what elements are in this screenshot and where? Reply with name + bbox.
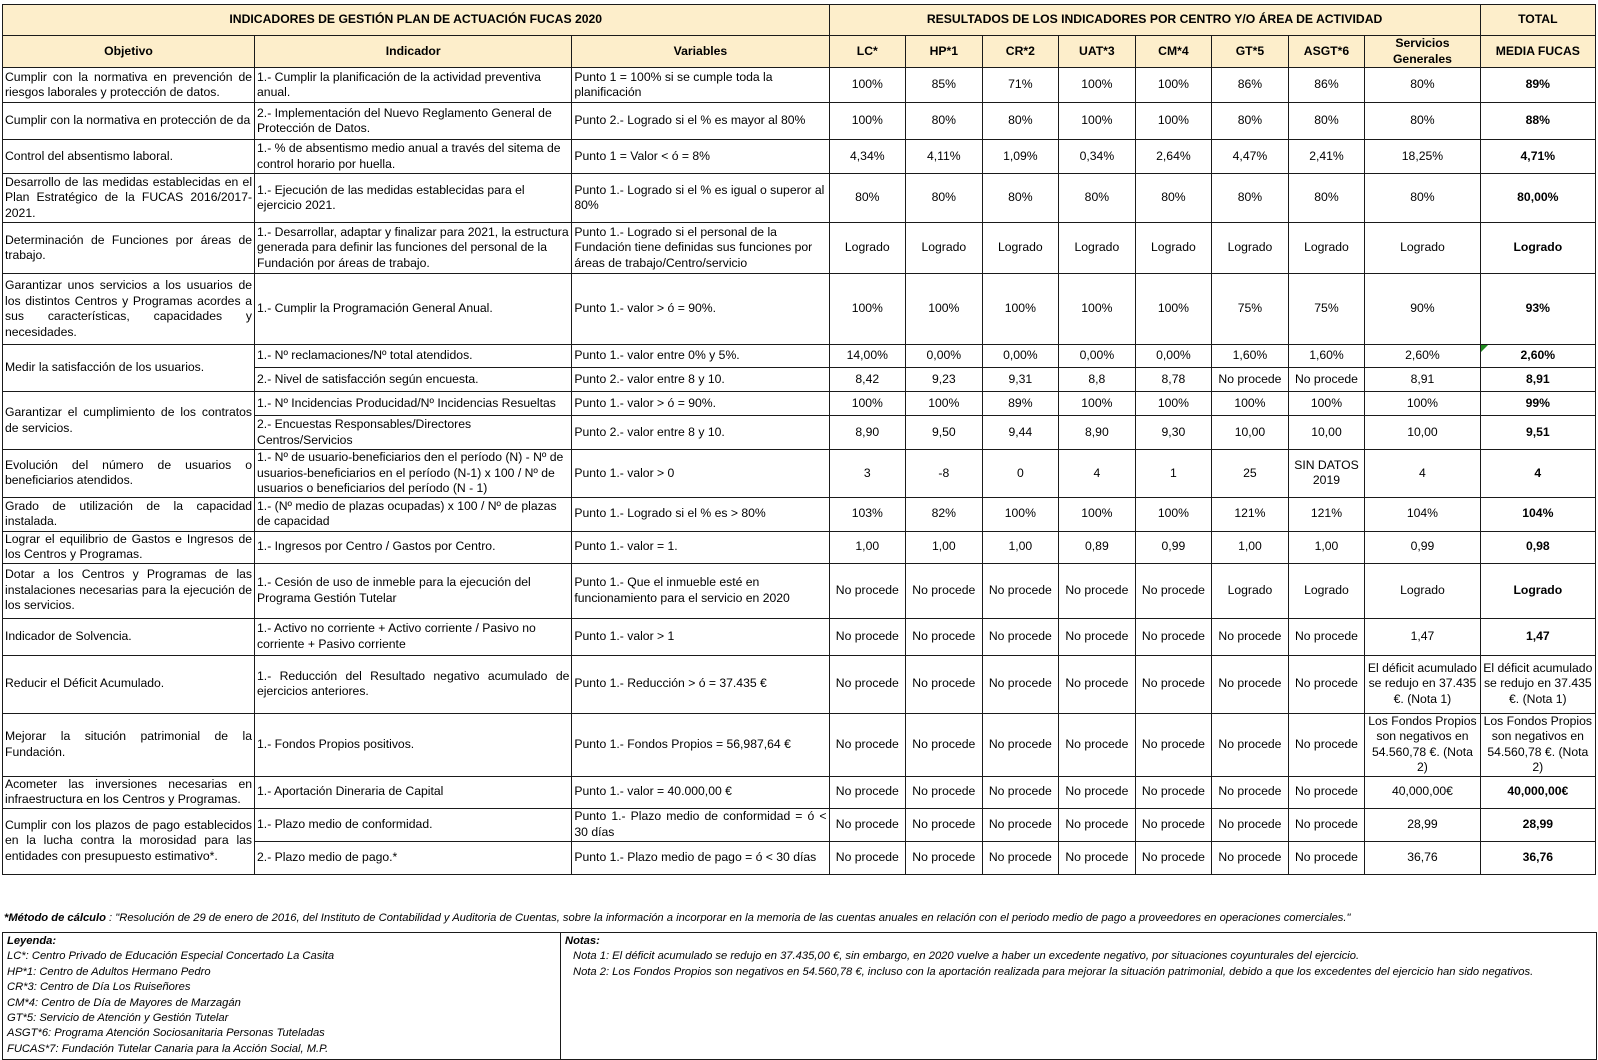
indicador-cell: 2.- Nivel de satisfacción según encuesta.: [255, 368, 572, 392]
media-fucas-cell: 99%: [1480, 392, 1595, 416]
center-value-cell: 8,90: [829, 416, 906, 450]
legend-item: CR*3: Centro de Día Los Ruiseñores: [7, 981, 191, 994]
center-value-cell: 80%: [1365, 68, 1480, 103]
table-row: [3, 68, 1596, 103]
media-fucas-cell: 1,47: [1480, 618, 1595, 655]
center-value-cell: 1,60%: [1212, 345, 1289, 368]
center-value-cell: 75%: [1288, 274, 1365, 345]
center-value-cell: No procede: [1059, 776, 1136, 808]
media-fucas-cell: Los Fondos Propios son negativos en 54.560,78 €. (Nota 2): [1480, 713, 1595, 776]
center-value-cell: 9,44: [982, 416, 1059, 450]
center-value-cell: 100%: [1135, 274, 1212, 345]
indicador-cell: 2.- Implementación del Nuevo Reglamento General de Protección de Datos.: [255, 103, 572, 140]
col-header-gt: GT*5: [1212, 36, 1289, 68]
table-row: [3, 563, 1596, 618]
col-header-variables: Variables: [572, 36, 829, 68]
center-value-cell: No procede: [1212, 368, 1289, 392]
center-value-cell: -8: [906, 450, 983, 498]
center-value-cell: No procede: [829, 618, 906, 655]
center-value-cell: Logrado: [829, 223, 906, 274]
indicador-cell: 1.- Nº Incidencias Producidad/Nº Incidencias Resueltas: [255, 392, 572, 416]
table-row: [3, 776, 1596, 808]
center-value-cell: 80%: [1212, 103, 1289, 140]
variables-cell: Punto 2.- valor entre 8 y 10.: [572, 368, 829, 392]
center-value-cell: Logrado: [1212, 563, 1289, 618]
media-fucas-cell: Logrado: [1480, 563, 1595, 618]
indicador-cell: 2.- Plazo medio de pago.*: [255, 841, 572, 874]
variables-cell: Punto 1.- valor entre 0% y 5%.: [572, 345, 829, 368]
center-value-cell: 80%: [829, 174, 906, 223]
center-value-cell: 0,99: [1365, 531, 1480, 563]
center-value-cell: El déficit acumulado se redujo en 37.435 €. (Nota 1): [1365, 655, 1480, 713]
objetivo-cell: Cumplir con la normativa en prevención de riesgos laborales y protección de datos.: [3, 68, 255, 103]
total-title: TOTAL: [1480, 5, 1595, 36]
center-value-cell: No procede: [1135, 618, 1212, 655]
center-value-cell: No procede: [1059, 841, 1136, 874]
table-row: [3, 174, 1596, 223]
center-value-cell: 4: [1365, 450, 1480, 498]
col-header-indicador: Indicador: [255, 36, 572, 68]
center-value-cell: 1,60%: [1288, 345, 1365, 368]
indicators-table: [2, 4, 1596, 875]
center-value-cell: 9,31: [982, 368, 1059, 392]
center-value-cell: No procede: [906, 776, 983, 808]
center-value-cell: 2,60%: [1365, 345, 1480, 368]
col-header-media-fucas: MEDIA FUCAS: [1480, 36, 1595, 68]
method-text: : "Resolución de 29 de enero de 2016, del Instituto de Contabilidad y Auditoria de Cuentas, sobre la información a incorporar en la memoria de las cuentas anuales en relación con el periodo medio de pago a proveedores en operaciones comerciales.": [105, 912, 1351, 924]
center-value-cell: 86%: [1288, 68, 1365, 103]
method-label: *Método de cálculo: [4, 912, 106, 924]
legend-item: GT*5: Servicio de Atención y Gestión Tutelar: [7, 1012, 229, 1025]
center-value-cell: No procede: [982, 713, 1059, 776]
notes-box: [561, 933, 1597, 1060]
center-value-cell: No procede: [829, 563, 906, 618]
center-value-cell: 100%: [906, 392, 983, 416]
center-value-cell: 100%: [982, 497, 1059, 531]
variables-cell: Punto 1.- Logrado si el personal de la Fundación tiene definidas sus funciones por áreas de trabajo/Centro/servicio: [572, 223, 829, 274]
legend-item: HP*1: Centro de Adultos Hermano Pedro: [7, 965, 211, 978]
table-row: [3, 103, 1596, 140]
center-value-cell: 100%: [1135, 68, 1212, 103]
center-value-cell: 0,34%: [1059, 140, 1136, 174]
center-value-cell: 8,91: [1365, 368, 1480, 392]
table-row: [3, 497, 1596, 531]
indicador-cell: 1.- Ingresos por Centro / Gastos por Centro.: [255, 531, 572, 563]
center-value-cell: 121%: [1288, 497, 1365, 531]
objetivo-cell: Medir la satisfacción de los usuarios.: [3, 345, 255, 392]
indicador-cell: 1.- Desarrollar, adaptar y finalizar para 2021, la estructura generada para definir las funciones del personal de la Fundación por áreas de trabajo.: [255, 223, 572, 274]
indicador-cell: 1.- Reducción del Resultado negativo acumulado de ejercicios anteriores.: [255, 655, 572, 713]
center-value-cell: 100%: [982, 274, 1059, 345]
media-fucas-cell: 9,51: [1480, 416, 1595, 450]
objetivo-cell: Grado de utilización de la capacidad instalada.: [3, 497, 255, 531]
center-value-cell: 90%: [1365, 274, 1480, 345]
footer-table: [2, 932, 1597, 1060]
indicador-cell: 1.- (Nº medio de plazas ocupadas) x 100 / Nº de plazas de capacidad: [255, 497, 572, 531]
notes-title: Notas:: [565, 935, 600, 947]
legend-box: [3, 933, 561, 1060]
center-value-cell: 80%: [1135, 174, 1212, 223]
col-header-uat: UAT*3: [1059, 36, 1136, 68]
table-row: [3, 274, 1596, 345]
objetivo-cell: Acometer las inversiones necesarias en infraestructura en los Centros y Programas.: [3, 776, 255, 808]
objetivo-cell: Desarrollo de las medidas establecidas en el Plan Estratégico de la FUCAS 2016/2017-2021.: [3, 174, 255, 223]
legend-item: ASGT*6: Programa Atención Sociosanitaria Personas Tuteladas: [7, 1027, 325, 1040]
center-value-cell: No procede: [829, 841, 906, 874]
center-value-cell: No procede: [1288, 713, 1365, 776]
calculation-method-note: [4, 912, 1350, 924]
center-value-cell: 75%: [1212, 274, 1289, 345]
indicador-cell: 1.- % de absentismo medio anual a través del sitema de control horario por huella.: [255, 140, 572, 174]
center-value-cell: No procede: [1135, 841, 1212, 874]
center-value-cell: Logrado: [982, 223, 1059, 274]
center-value-cell: 10,00: [1365, 416, 1480, 450]
objetivo-cell: Mejorar la situción patrimonial de la Fundación.: [3, 713, 255, 776]
center-value-cell: No procede: [829, 713, 906, 776]
table-row: [3, 450, 1596, 498]
center-value-cell: 0,89: [1059, 531, 1136, 563]
table-row: [3, 655, 1596, 713]
variables-cell: Punto 1.- valor > 0: [572, 450, 829, 498]
center-value-cell: No procede: [982, 841, 1059, 874]
objetivo-cell: Cumplir con la normativa en protección de da: [3, 103, 255, 140]
center-value-cell: No procede: [906, 655, 983, 713]
center-value-cell: 100%: [1212, 392, 1289, 416]
indicador-cell: 1.- Plazo medio de conformidad.: [255, 808, 572, 841]
center-value-cell: 100%: [1365, 392, 1480, 416]
center-value-cell: Logrado: [1135, 223, 1212, 274]
center-value-cell: 3: [829, 450, 906, 498]
results-title: RESULTADOS DE LOS INDICADORES POR CENTRO Y/O ÁREA DE ACTIVIDAD: [829, 5, 1480, 36]
col-header-lc: LC*: [829, 36, 906, 68]
center-value-cell: 80%: [1365, 174, 1480, 223]
center-value-cell: No procede: [1212, 713, 1289, 776]
center-value-cell: 4,11%: [906, 140, 983, 174]
objetivo-cell: Reducir el Déficit Acumulado.: [3, 655, 255, 713]
center-value-cell: No procede: [982, 618, 1059, 655]
center-value-cell: 0,00%: [1135, 345, 1212, 368]
variables-cell: Punto 1.- valor > 1: [572, 618, 829, 655]
center-value-cell: No procede: [906, 618, 983, 655]
center-value-cell: 80%: [1365, 103, 1480, 140]
center-value-cell: No procede: [906, 808, 983, 841]
media-fucas-cell: 93%: [1480, 274, 1595, 345]
media-fucas-cell: 4: [1480, 450, 1595, 498]
center-value-cell: 100%: [829, 274, 906, 345]
center-value-cell: No procede: [1135, 655, 1212, 713]
center-value-cell: 1,47: [1365, 618, 1480, 655]
legend-item: CM*4: Centro de Día de Mayores de Marzagán: [7, 996, 241, 1009]
indicador-cell: 1.- Aportación Dineraria de Capital: [255, 776, 572, 808]
center-value-cell: 18,25%: [1365, 140, 1480, 174]
center-value-cell: 100%: [1059, 68, 1136, 103]
variables-cell: Punto 1 = 100% si se cumple toda la planificación: [572, 68, 829, 103]
center-value-cell: 80%: [1059, 174, 1136, 223]
center-value-cell: No procede: [1135, 776, 1212, 808]
center-value-cell: No procede: [982, 776, 1059, 808]
center-value-cell: No procede: [1288, 655, 1365, 713]
center-value-cell: No procede: [1288, 841, 1365, 874]
center-value-cell: 1,00: [906, 531, 983, 563]
media-fucas-cell: 88%: [1480, 103, 1595, 140]
center-value-cell: 2,41%: [1288, 140, 1365, 174]
objetivo-cell: Control del absentismo laboral.: [3, 140, 255, 174]
variables-cell: Punto 1 = Valor < ó = 8%: [572, 140, 829, 174]
center-value-cell: 0,99: [1135, 531, 1212, 563]
variables-cell: Punto 1.- valor = 40.000,00 €: [572, 776, 829, 808]
col-header-asgt: ASGT*6: [1288, 36, 1365, 68]
center-value-cell: 4,47%: [1212, 140, 1289, 174]
indicador-cell: 1.- Fondos Propios positivos.: [255, 713, 572, 776]
center-value-cell: No procede: [1212, 808, 1289, 841]
table-row: [3, 140, 1596, 174]
center-value-cell: No procede: [829, 808, 906, 841]
indicators-body: [3, 68, 1596, 875]
objetivo-cell: Garantizar el cumplimiento de los contratos de servicios.: [3, 392, 255, 450]
center-value-cell: 80%: [982, 103, 1059, 140]
center-value-cell: 25: [1212, 450, 1289, 498]
center-value-cell: 0: [982, 450, 1059, 498]
center-value-cell: 80%: [1288, 103, 1365, 140]
center-value-cell: No procede: [1212, 776, 1289, 808]
table-row: [3, 392, 1596, 416]
center-value-cell: No procede: [1288, 618, 1365, 655]
center-value-cell: 4: [1059, 450, 1136, 498]
note-item: Nota 1: El déficit acumulado se redujo en 37.435,00 €, sin embargo, en 2020 vuelve a haber un excedente negativo, por situaciones coyunturales del ejercicio.: [573, 950, 1360, 963]
center-value-cell: 100%: [1288, 392, 1365, 416]
center-value-cell: 100%: [1059, 392, 1136, 416]
center-value-cell: 80%: [906, 174, 983, 223]
center-value-cell: Logrado: [1059, 223, 1136, 274]
center-value-cell: 100%: [1059, 103, 1136, 140]
center-value-cell: No procede: [1212, 841, 1289, 874]
center-value-cell: No procede: [1135, 563, 1212, 618]
center-value-cell: No procede: [1212, 655, 1289, 713]
legend-item: FUCAS*7: Fundación Tutelar Canaria para la Acción Social, M.P.: [7, 1042, 329, 1055]
media-fucas-cell: 36,76: [1480, 841, 1595, 874]
col-header-hp: HP*1: [906, 36, 983, 68]
center-value-cell: 1,00: [982, 531, 1059, 563]
center-value-cell: Logrado: [1212, 223, 1289, 274]
note-item: Nota 2: Los Fondos Propios son negativos en 54.560,78 €, incluso con la aportación realizada para mejorar la situación patrimonial, debido a que los excedentes del ejercicio han sido negativos.: [573, 965, 1534, 978]
objetivo-cell: Dotar a los Centros y Programas de las instalaciones necesarias para la ejecución de los servicios.: [3, 563, 255, 618]
variables-cell: Punto 1.- Que el inmueble esté en funcionamiento para el servicio en 2020: [572, 563, 829, 618]
center-value-cell: 89%: [982, 392, 1059, 416]
variables-cell: Punto 1.- Reducción > ó = 37.435 €: [572, 655, 829, 713]
center-value-cell: 82%: [906, 497, 983, 531]
table-row: [3, 713, 1596, 776]
center-value-cell: No procede: [1059, 563, 1136, 618]
indicador-cell: 1.- Nº reclamaciones/Nº total atendidos.: [255, 345, 572, 368]
center-value-cell: Logrado: [1365, 563, 1480, 618]
center-value-cell: No procede: [1135, 713, 1212, 776]
variables-cell: Punto 1.- Logrado si el % es igual o superor al 80%: [572, 174, 829, 223]
center-value-cell: 100%: [829, 68, 906, 103]
center-value-cell: No procede: [1059, 808, 1136, 841]
center-value-cell: 100%: [906, 274, 983, 345]
objetivo-cell: Determinación de Funciones por áreas de trabajo.: [3, 223, 255, 274]
variables-cell: Punto 1.- Logrado si el % es > 80%: [572, 497, 829, 531]
center-value-cell: 100%: [829, 392, 906, 416]
col-header-objetivo: Objetivo: [3, 36, 255, 68]
center-value-cell: 0,00%: [906, 345, 983, 368]
page-title: INDICADORES DE GESTIÓN PLAN DE ACTUACIÓN FUCAS 2020: [3, 5, 830, 36]
center-value-cell: Logrado: [1288, 223, 1365, 274]
center-value-cell: No procede: [906, 713, 983, 776]
table-row: [3, 345, 1596, 368]
center-value-cell: 0,00%: [1059, 345, 1136, 368]
center-value-cell: 85%: [906, 68, 983, 103]
center-value-cell: 86%: [1212, 68, 1289, 103]
table-row: [3, 808, 1596, 841]
center-value-cell: No procede: [829, 776, 906, 808]
indicador-cell: 2.- Encuestas Responsables/Directores Centros/Servicios: [255, 416, 572, 450]
center-value-cell: No procede: [1288, 808, 1365, 841]
indicador-cell: 1.- Nº de usuario-beneficiarios den el período (N) - Nº de usuarios-beneficiarios en el período (N-1) x 100 / Nº de usuarios o beneficiarios del período (N - 1): [255, 450, 572, 498]
indicador-cell: 1.- Cesión de uso de inmeble para la ejecución del Programa Gestión Tutelar: [255, 563, 572, 618]
variables-cell: Punto 1.- valor > ó = 90%.: [572, 274, 829, 345]
center-value-cell: No procede: [906, 841, 983, 874]
center-value-cell: Logrado: [906, 223, 983, 274]
legend-item: LC*: Centro Privado de Educación Especial Concertado La Casita: [7, 950, 335, 963]
objetivo-cell: Garantizar unos servicios a los usuarios de los distintos Centros y Programas acordes a sus características, capacidades y necesidades.: [3, 274, 255, 345]
center-value-cell: 100%: [1059, 274, 1136, 345]
variables-cell: Punto 1.- valor > ó = 90%.: [572, 392, 829, 416]
col-header-cm: CM*4: [1135, 36, 1212, 68]
media-fucas-cell: 104%: [1480, 497, 1595, 531]
center-value-cell: 80%: [1288, 174, 1365, 223]
center-value-cell: No procede: [982, 808, 1059, 841]
center-value-cell: 0,00%: [982, 345, 1059, 368]
center-value-cell: 10,00: [1212, 416, 1289, 450]
media-fucas-cell: 0,98: [1480, 531, 1595, 563]
center-value-cell: 1,00: [829, 531, 906, 563]
center-value-cell: No procede: [1288, 776, 1365, 808]
center-value-cell: 100%: [1135, 497, 1212, 531]
center-value-cell: 2,64%: [1135, 140, 1212, 174]
center-value-cell: 1,00: [1212, 531, 1289, 563]
variables-cell: Punto 1.- Plazo medio de conformidad = ó < 30 días: [572, 808, 829, 841]
center-value-cell: 14,00%: [829, 345, 906, 368]
center-value-cell: Logrado: [1365, 223, 1480, 274]
center-value-cell: SIN DATOS 2019: [1288, 450, 1365, 498]
variables-cell: Punto 2.- Logrado si el % es mayor al 80%: [572, 103, 829, 140]
center-value-cell: No procede: [906, 563, 983, 618]
legend-title: Leyenda:: [7, 935, 57, 947]
indicador-cell: 1.- Cumplir la planificación de la actividad preventiva anual.: [255, 68, 572, 103]
center-value-cell: 71%: [982, 68, 1059, 103]
center-value-cell: 8,42: [829, 368, 906, 392]
center-value-cell: No procede: [1059, 713, 1136, 776]
media-fucas-cell: 80,00%: [1480, 174, 1595, 223]
variables-cell: Punto 2.- valor entre 8 y 10.: [572, 416, 829, 450]
center-value-cell: 8,90: [1059, 416, 1136, 450]
indicador-cell: 1.- Ejecución de las medidas establecidas para el ejercicio 2021.: [255, 174, 572, 223]
media-fucas-cell: 4,71%: [1480, 140, 1595, 174]
center-value-cell: No procede: [829, 655, 906, 713]
center-value-cell: No procede: [1212, 618, 1289, 655]
center-value-cell: 10,00: [1288, 416, 1365, 450]
variables-cell: Punto 1.- Fondos Propios = 56,987,64 €: [572, 713, 829, 776]
center-value-cell: 121%: [1212, 497, 1289, 531]
objetivo-cell: Indicador de Solvencia.: [3, 618, 255, 655]
media-fucas-cell: Logrado: [1480, 223, 1595, 274]
center-value-cell: Los Fondos Propios son negativos en 54.560,78 €. (Nota 2): [1365, 713, 1480, 776]
media-fucas-cell: 8,91: [1480, 368, 1595, 392]
center-value-cell: 1,00: [1288, 531, 1365, 563]
center-value-cell: No procede: [982, 655, 1059, 713]
center-value-cell: 28,99: [1365, 808, 1480, 841]
objetivo-cell: Evolución del número de usuarios o beneficiarios atendidos.: [3, 450, 255, 498]
media-fucas-cell: 40,000,00€: [1480, 776, 1595, 808]
center-value-cell: 80%: [906, 103, 983, 140]
center-value-cell: No procede: [1059, 618, 1136, 655]
center-value-cell: 8,78: [1135, 368, 1212, 392]
center-value-cell: 100%: [1059, 497, 1136, 531]
center-value-cell: No procede: [1059, 655, 1136, 713]
center-value-cell: 1: [1135, 450, 1212, 498]
table-row: [3, 531, 1596, 563]
col-header-servicios-generales: Servicios Generales: [1365, 36, 1480, 68]
center-value-cell: 100%: [829, 103, 906, 140]
table-row: [3, 223, 1596, 274]
center-value-cell: 104%: [1365, 497, 1480, 531]
center-value-cell: 9,30: [1135, 416, 1212, 450]
center-value-cell: 80%: [982, 174, 1059, 223]
center-value-cell: 9,23: [906, 368, 983, 392]
center-value-cell: 4,34%: [829, 140, 906, 174]
media-fucas-cell: 28,99: [1480, 808, 1595, 841]
center-value-cell: No procede: [982, 563, 1059, 618]
center-value-cell: No procede: [1288, 368, 1365, 392]
col-header-cr: CR*2: [982, 36, 1059, 68]
indicador-cell: 1.- Cumplir la Programación General Anual.: [255, 274, 572, 345]
center-value-cell: 1,09%: [982, 140, 1059, 174]
objetivo-cell: Lograr el equilibrio de Gastos e Ingresos de los Centros y Programas.: [3, 531, 255, 563]
center-value-cell: 36,76: [1365, 841, 1480, 874]
indicador-cell: 1.- Activo no corriente + Activo corriente / Pasivo no corriente + Pasivo corriente: [255, 618, 572, 655]
center-value-cell: 40,000,00€: [1365, 776, 1480, 808]
center-value-cell: Logrado: [1288, 563, 1365, 618]
variables-cell: Punto 1.- Plazo medio de pago = ó < 30 días: [572, 841, 829, 874]
center-value-cell: 100%: [1135, 103, 1212, 140]
variables-cell: Punto 1.- valor = 1.: [572, 531, 829, 563]
center-value-cell: No procede: [1135, 808, 1212, 841]
media-fucas-cell: El déficit acumulado se redujo en 37.435 €. (Nota 1): [1480, 655, 1595, 713]
center-value-cell: 80%: [1212, 174, 1289, 223]
media-fucas-cell: 89%: [1480, 68, 1595, 103]
center-value-cell: 9,50: [906, 416, 983, 450]
center-value-cell: 8,8: [1059, 368, 1136, 392]
table-row: [3, 618, 1596, 655]
center-value-cell: 100%: [1135, 392, 1212, 416]
media-fucas-cell: 2,60%: [1480, 345, 1595, 368]
objetivo-cell: Cumplir con los plazos de pago establecidos en la lucha contra la morosidad para las entidades con presupuesto estimativo*.: [3, 808, 255, 874]
center-value-cell: 103%: [829, 497, 906, 531]
